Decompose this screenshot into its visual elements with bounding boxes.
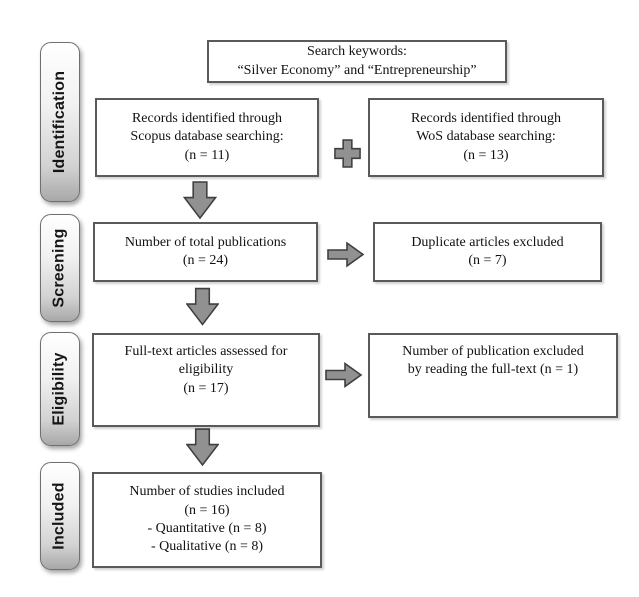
stage-label-screening: Screening bbox=[51, 228, 69, 308]
box-wos-records bbox=[368, 98, 604, 177]
scopus-line1: Records identified through bbox=[131, 110, 283, 126]
stage-label-included: Included bbox=[51, 482, 69, 550]
arrow-right-icon bbox=[327, 241, 365, 268]
total-line1: Number of total publications bbox=[124, 234, 287, 250]
wos-line1: Records identified through bbox=[410, 110, 562, 126]
arrow-down-icon bbox=[183, 181, 217, 220]
box-total-publications bbox=[93, 222, 318, 282]
box-studies-included bbox=[92, 472, 322, 568]
plus-icon bbox=[333, 137, 362, 170]
duplicate-line1: Duplicate articles excluded bbox=[411, 234, 564, 250]
scopus-count: (n = 11) bbox=[184, 147, 230, 163]
included-quantitative: - Quantitative (n = 8) bbox=[147, 521, 267, 536]
box-fulltext-assessed bbox=[92, 333, 320, 427]
stage-pill-identification bbox=[40, 42, 80, 202]
arrow-down-icon bbox=[186, 426, 219, 469]
stage-pill-included bbox=[40, 462, 80, 570]
fulltext-count: (n = 17) bbox=[183, 380, 229, 396]
box-search-keywords bbox=[207, 40, 507, 83]
arrow-right-icon bbox=[325, 361, 363, 389]
box-scopus-records bbox=[95, 98, 319, 177]
included-count: (n = 16) bbox=[184, 502, 230, 518]
box-fulltext-excluded bbox=[368, 333, 618, 418]
wos-line2: WoS database searching: bbox=[416, 129, 556, 145]
scopus-line2: Scopus database searching: bbox=[130, 129, 284, 145]
stage-label-identification: Identification bbox=[51, 70, 69, 174]
excluded-line1: Number of publication excluded bbox=[402, 344, 584, 359]
total-count: (n = 24) bbox=[182, 253, 229, 268]
box-duplicates-excluded bbox=[373, 222, 602, 282]
stage-pill-screening bbox=[40, 214, 80, 322]
duplicate-count: (n = 7) bbox=[468, 253, 507, 268]
included-qualitative: - Qualitative (n = 8) bbox=[150, 539, 264, 555]
fulltext-line1: Full-text articles assessed for bbox=[124, 344, 288, 359]
arrow-down-icon bbox=[186, 285, 219, 329]
search-keywords-line1: Search keywords: bbox=[307, 44, 407, 60]
wos-count: (n = 13) bbox=[463, 147, 509, 163]
included-line1: Number of studies included bbox=[129, 484, 285, 500]
stage-label-eligibility: Eligibility bbox=[51, 352, 69, 426]
search-keywords-line2: “Silver Economy” and “Entrepreneurship” bbox=[237, 62, 477, 78]
excluded-line2: by reading the full-text (n = 1) bbox=[407, 362, 579, 378]
stage-pill-eligibility bbox=[40, 332, 80, 446]
fulltext-line2: eligibility bbox=[178, 362, 234, 378]
